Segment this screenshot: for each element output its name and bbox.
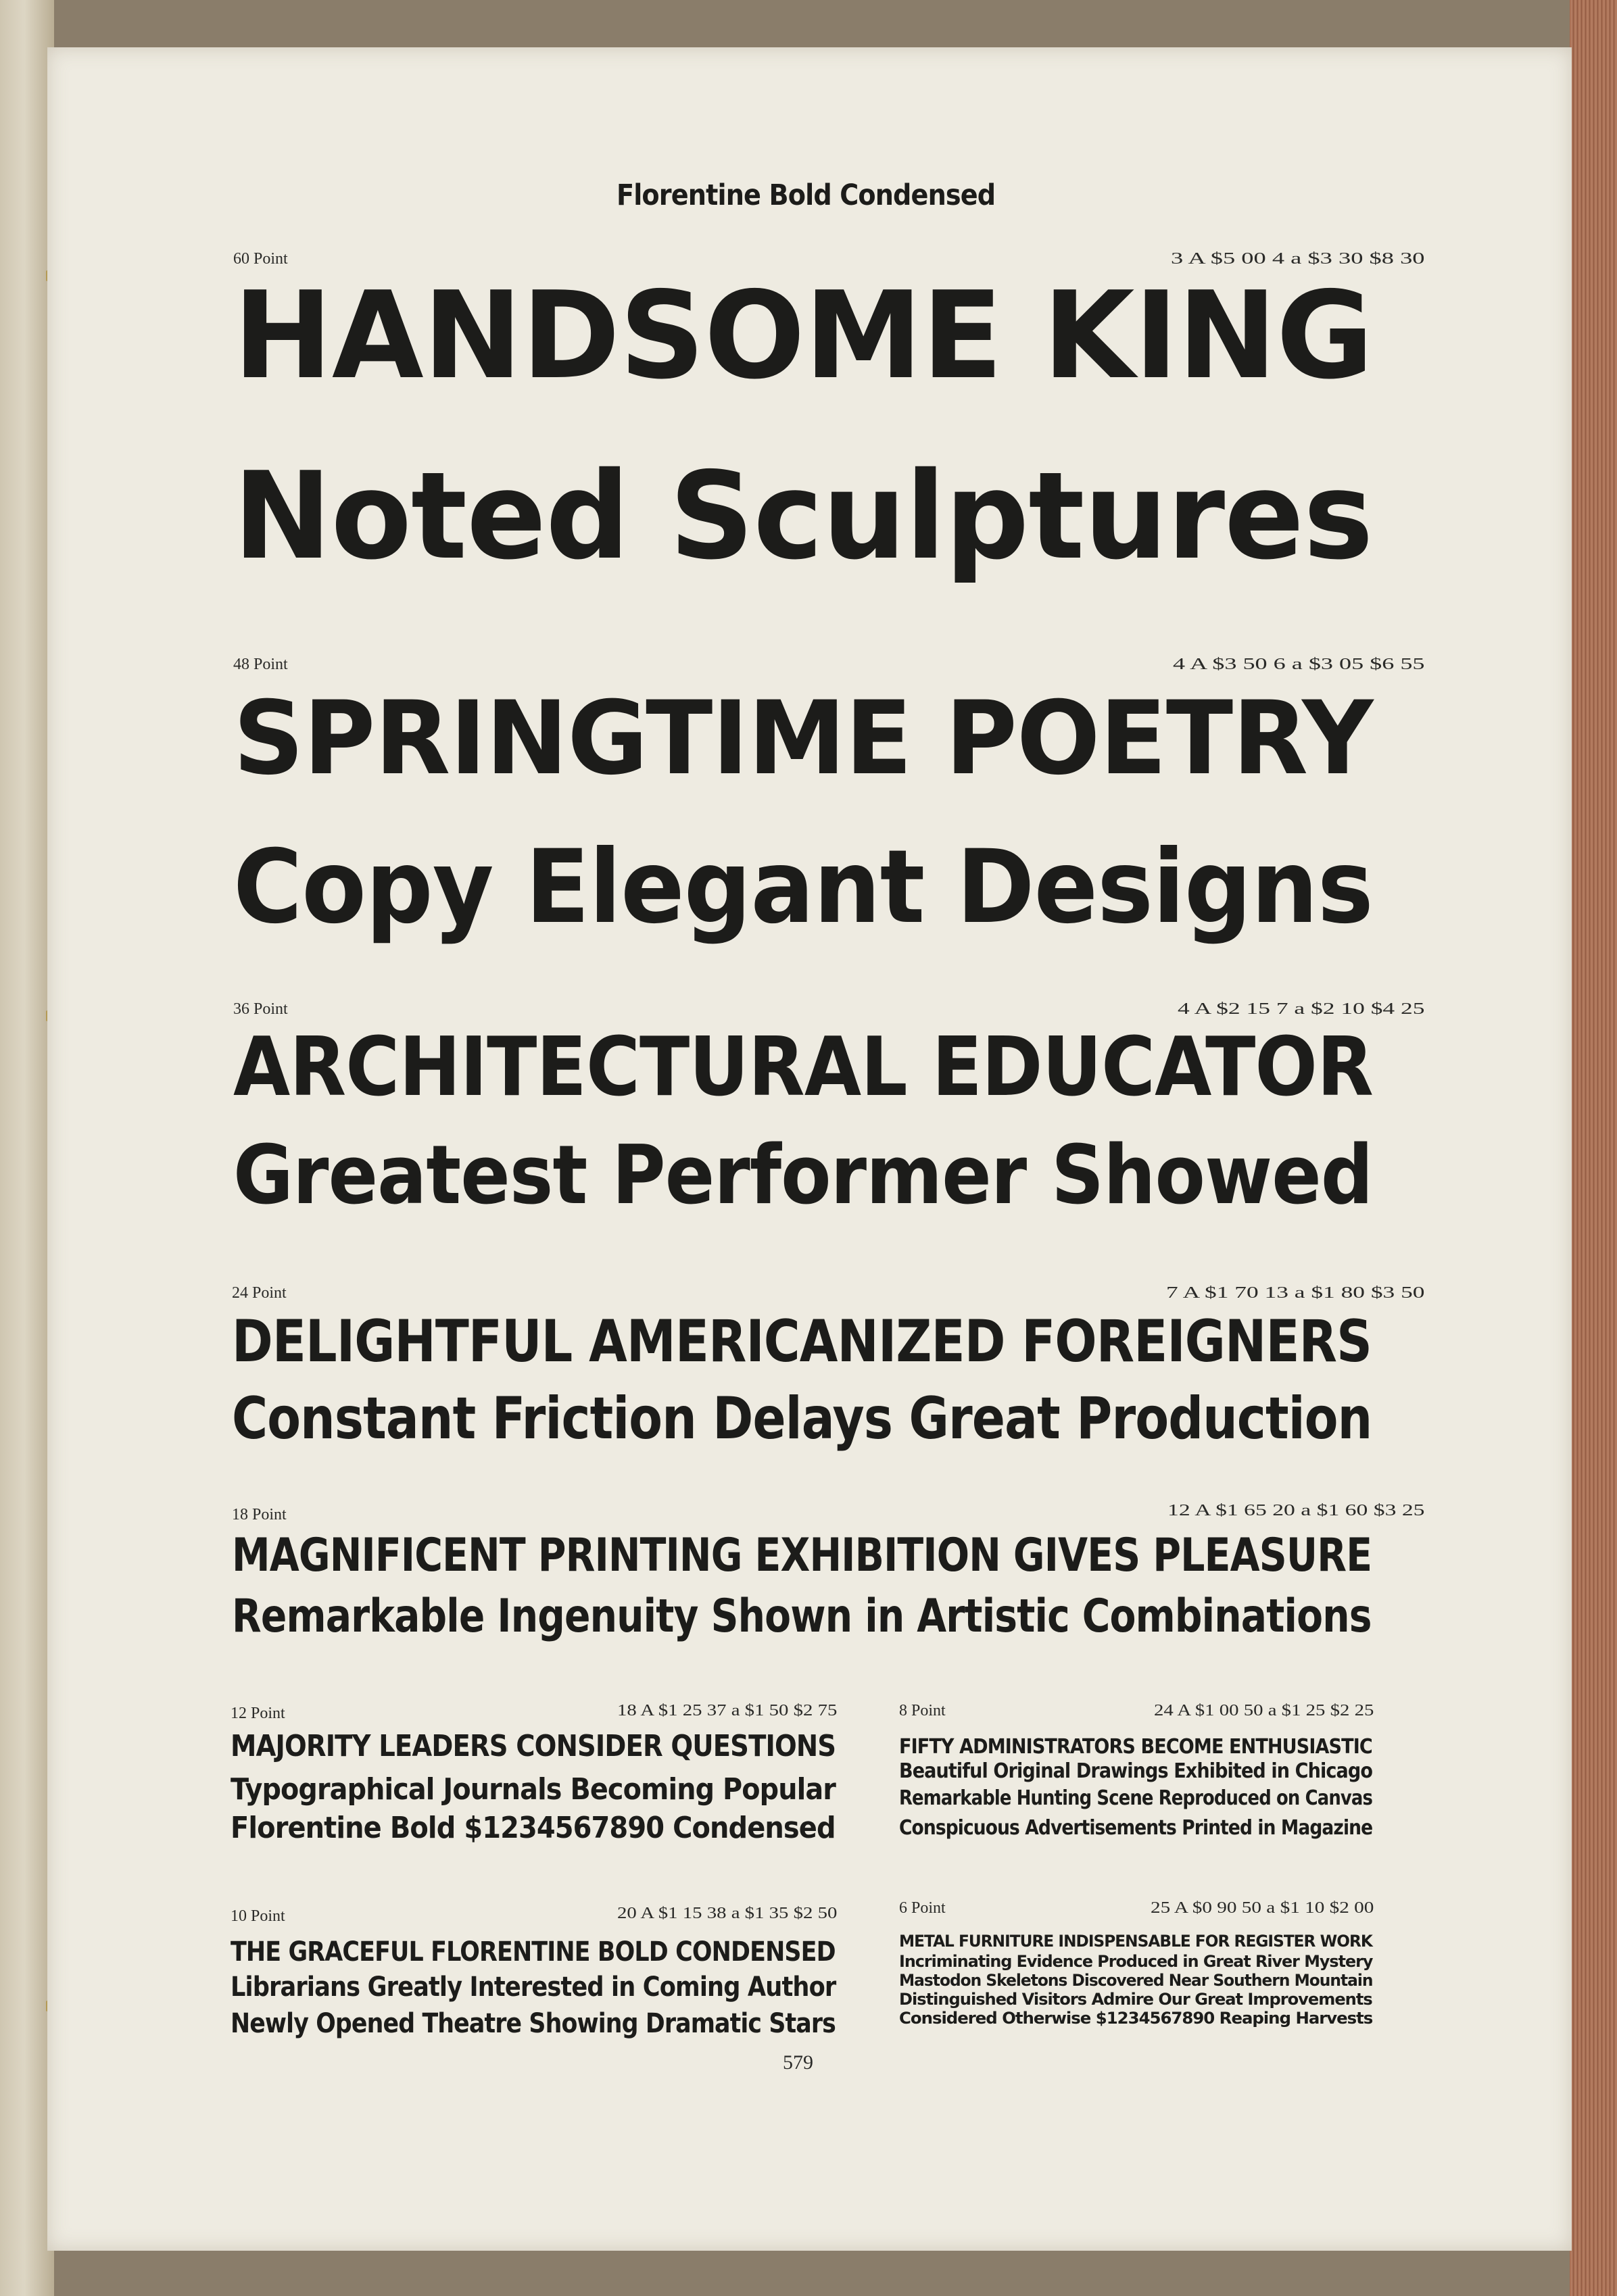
specimen-line: Constant Friction Delays Great Production [232, 1385, 1372, 1452]
size-label: 48 Point [233, 656, 288, 673]
specimen-line: Noted Sculptures [233, 446, 1373, 586]
size-label: 36 Point [233, 1000, 288, 1018]
size-label: 6 Point [899, 1899, 946, 1917]
size-label: 24 Point [232, 1284, 287, 1302]
specimen-line: Distinguished Visitors Admire Our Great Improvements [899, 1990, 1372, 2009]
specimen-line: Typographical Journals Becoming Popular [231, 1772, 836, 1807]
specimen-line: Remarkable Hunting Scene Reproduced on Canvas [899, 1786, 1372, 1810]
specimen-line: Florentine Bold $1234567890 Condensed [231, 1811, 836, 1845]
size-label: 60 Point [233, 250, 288, 268]
specimen-line: Incriminating Evidence Produced in Great River Mystery [899, 1952, 1373, 1971]
size-label: 8 Point [899, 1702, 946, 1719]
specimen-line: HANDSOME KING [233, 266, 1373, 406]
specimen-line: Mastodon Skeletons Discovered Near Southern Mountain [899, 1971, 1373, 1990]
price-label: 4 A $2 15 7 a $2 10 $4 25 [1178, 1000, 1425, 1018]
page-edges-right [1570, 0, 1617, 2296]
price-label: 4 A $3 50 6 a $3 05 $6 55 [1173, 656, 1425, 673]
book-spine-left [0, 0, 54, 2296]
specimen-line: METAL FURNITURE INDISPENSABLE FOR REGISTER WORK [899, 1932, 1372, 1951]
specimen-line: THE GRACEFUL FLORENTINE BOLD CONDENSED [231, 1936, 836, 1968]
specimen-line: ARCHITECTURAL EDUCATOR [233, 1021, 1374, 1115]
size-label: 12 Point [231, 1705, 285, 1722]
specimen-line: Librarians Greatly Interested in Coming Author [231, 1972, 836, 2003]
specimen-line: FIFTY ADMINISTRATORS BECOME ENTHUSIASTIC [899, 1735, 1372, 1759]
size-label: 10 Point [231, 1907, 285, 1925]
specimen-line: Copy Elegant Designs [233, 829, 1373, 946]
specimen-line: Greatest Performer Showed [233, 1129, 1373, 1223]
price-label: 12 A $1 65 20 a $1 60 $3 25 [1167, 1502, 1425, 1519]
price-label: 18 A $1 25 37 a $1 50 $2 75 [617, 1702, 838, 1719]
specimen-line: Considered Otherwise $1234567890 Reaping Harvests [899, 2009, 1373, 2028]
specimen-line: SPRINGTIME POETRY [233, 680, 1373, 798]
size-label: 18 Point [232, 1506, 287, 1523]
specimen-line: Remarkable Ingenuity Shown in Artistic Combinations [232, 1590, 1372, 1643]
price-label: 25 A $0 90 50 a $1 10 $2 00 [1151, 1899, 1374, 1917]
price-label: 20 A $1 15 38 a $1 35 $2 50 [617, 1905, 838, 1922]
page-title: Florentine Bold Condensed [617, 178, 996, 212]
specimen-line: DELIGHTFUL AMERICANIZED FOREIGNERS [232, 1308, 1372, 1375]
price-label: 24 A $1 00 50 a $1 25 $2 25 [1154, 1702, 1374, 1719]
specimen-line: MAGNIFICENT PRINTING EXHIBITION GIVES PLEASURE [232, 1529, 1372, 1582]
specimen-line: Beautiful Original Drawings Exhibited in Chicago [899, 1759, 1373, 1783]
price-label: 3 A $5 00 4 a $3 30 $8 30 [1171, 250, 1425, 268]
page-number: 579 [783, 2051, 813, 2074]
specimen-line: Newly Opened Theatre Showing Dramatic Stars [231, 2008, 836, 2039]
specimen-line: MAJORITY LEADERS CONSIDER QUESTIONS [231, 1729, 836, 1763]
specimen-line: Conspicuous Advertisements Printed in Magazine [899, 1816, 1373, 1840]
price-label: 7 A $1 70 13 a $1 80 $3 50 [1166, 1284, 1425, 1302]
